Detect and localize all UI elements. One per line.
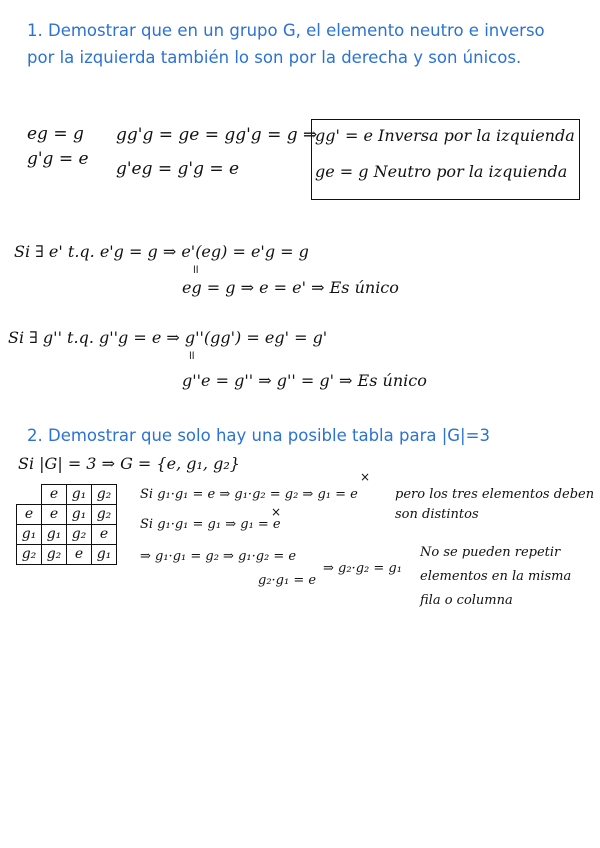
table-cell: g₂	[92, 505, 117, 525]
table-header-cell: g₁	[67, 485, 92, 505]
table-cell: e	[92, 525, 117, 545]
unique-inverse-line-1: Si ∃ g'' t.q. g''g = e ⇒ g''(gg') = eg' = g'	[8, 328, 328, 347]
table-cell: g₂	[42, 545, 67, 565]
derivation-chain-2: g'eg = g'g = e	[116, 159, 240, 179]
given-inverse: g'g = e	[27, 149, 89, 169]
boxed-neutral-result: ge = g Neutro por la izquienda	[315, 162, 568, 181]
case-3-line-2: g₂·g₁ = e	[258, 573, 317, 588]
unique-inverse-line-2: g''e = g'' ⇒ g'' = g' ⇒ Es único	[182, 371, 427, 390]
derivation-chain-1: gg'g = ge = gg'g = g ⇒	[116, 125, 318, 145]
equal-mark: ll	[193, 265, 199, 276]
table-header-cell: g₂	[92, 485, 117, 505]
given-neutral: eg = g	[27, 124, 84, 144]
case-1-note-line-2: son distintos	[395, 507, 479, 522]
table-corner	[17, 485, 42, 505]
case-1-note-line-1: pero los tres elementos deben	[395, 487, 595, 502]
unique-neutral-line-1: Si ∃ e' t.q. e'g = g ⇒ e'(eg) = e'g = g	[14, 242, 309, 261]
equal-mark: ll	[189, 351, 195, 362]
case-3-note-line-2: elementos en la misma	[420, 569, 572, 584]
case-2-text: Si g₁·g₁ = g₁ ⇒ g₁ = e	[140, 517, 281, 532]
table-row	[17, 525, 117, 545]
boxed-inverse-result: gg' = e Inversa por la izquienda	[315, 126, 575, 145]
table-cell: g₁	[42, 525, 67, 545]
case-3-line-1: ⇒ g₁·g₁ = g₂ ⇒ g₁·g₂ = e	[140, 549, 297, 564]
table-cell: e	[42, 505, 67, 525]
case-1-text: Si g₁·g₁ = e ⇒ g₁·g₂ = g₂ ⇒ g₁ = e	[140, 487, 358, 502]
unique-neutral-line-2: eg = g ⇒ e = e' ⇒ Es único	[182, 278, 399, 297]
case-3-line-3: ⇒ g₂·g₂ = g₁	[323, 561, 402, 576]
table-row	[17, 505, 117, 525]
table-cell: e	[67, 545, 92, 565]
table-row-label: g₁	[17, 525, 42, 545]
table-row-label: e	[17, 505, 42, 525]
case-3-note-line-3: fila o columna	[420, 593, 513, 608]
problem-2-title: 2. Demostrar que solo hay una posible tabla para |G|=3	[27, 426, 490, 445]
table-row	[17, 545, 117, 565]
group-setup: Si |G| = 3 ⇒ G = {e, g₁, g₂}	[18, 454, 240, 473]
table-cell: g₂	[67, 525, 92, 545]
problem-1-title: 1. Demostrar que en un grupo G, el elemento neutro e inverso por la izquierda también lo son por la derecha y son únicos.	[27, 21, 545, 67]
cross-mark: ×	[271, 505, 282, 519]
table-header-row	[17, 485, 117, 505]
table-row-label: g₂	[17, 545, 42, 565]
table-cell: g₁	[92, 545, 117, 565]
cross-mark: ×	[360, 470, 371, 484]
cayley-table	[16, 484, 117, 565]
table-cell: g₁	[67, 505, 92, 525]
case-3-note-line-1: No se pueden repetir	[420, 545, 561, 560]
table-header-cell: e	[42, 485, 67, 505]
